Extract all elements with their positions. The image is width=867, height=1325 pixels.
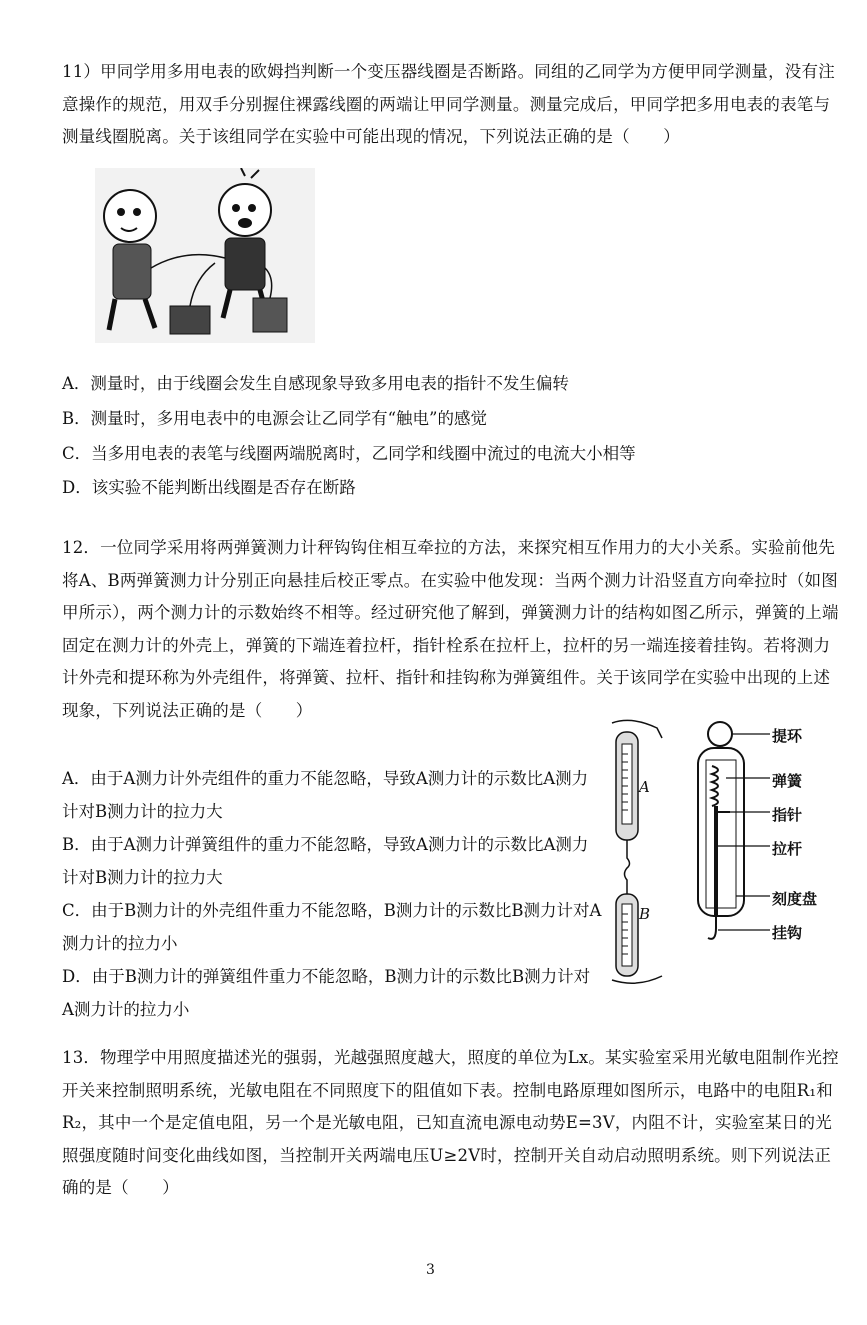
label-dial: 刻度盘	[772, 890, 818, 908]
q12-figure-structure	[690, 720, 770, 950]
label-scale-a: A	[639, 778, 650, 796]
q11-illustration	[95, 168, 315, 343]
q12-option-c: C．由于B测力计的外壳组件重力不能忽略，B测力计的示数比B测力计对A测力计的拉力小	[62, 901, 602, 953]
q12-options	[62, 762, 602, 1026]
q12-option-b: B．由于A测力计弹簧组件的重力不能忽略，导致A测力计的示数比A测力计对B测力计的拉力大	[62, 835, 589, 887]
page-number: 3	[426, 1262, 435, 1278]
q12-figure-pair	[602, 718, 667, 988]
q11-option-b: B．测量时，多用电表中的电源会让乙同学有“触电”的感觉	[62, 409, 487, 428]
q12-stem: 12．一位同学采用将两弹簧测力计秤钩钩住相互牵拉的方法，来探究相互作用力的大小关系。实验前他先将A、B两弹簧测力计分别正向悬挂后校正零点。在实验中他发现：当两个测力计沿竖直方向牵拉时（如图甲所示），两个测力计的示数始终不相等。经过研究他了解到，弹簧测力计的结构如图乙所示，弹簧的上端固定在测力计的外壳上，弹簧的下端连着拉杆，指针栓系在拉杆上，拉杆的另一端连接着挂钩。若将测力计外壳和提环称为外壳组件，将弹簧、拉杆、指针和挂钩称为弹簧组件。关于该同学在实验中出现的上述现象，下列说法正确的是（ ）	[62, 538, 839, 720]
label-hook: 挂钩	[772, 924, 803, 942]
q11-option-d: D．该实验不能判断出线圈是否存在断路	[62, 478, 356, 497]
label-pointer: 指针	[772, 806, 803, 824]
label-spring: 弹簧	[772, 772, 803, 790]
q12-option-a: A．由于A测力计外壳组件的重力不能忽略，导致A测力计的示数比A测力计对B测力计的拉力大	[62, 769, 589, 821]
label-ring: 提环	[772, 727, 803, 745]
q12-option-d: D．由于B测力计的弹簧组件重力不能忽略，B测力计的示数比B测力计对A测力计的拉力小	[62, 967, 591, 1019]
q11-option-c: C．当多用电表的表笔与线圈两端脱离时，乙同学和线圈中流过的电流大小相等	[62, 444, 636, 463]
label-rod: 拉杆	[772, 840, 803, 858]
q13-stem: 13．物理学中用照度描述光的强弱，光越强照度越大，照度的单位为Lx。某实验室采用光敏电阻制作光控开关来控制照明系统，光敏电阻在不同照度下的阻值如下表。控制电路原理如图所示，电路中的电阻R₁和R₂，其中一个是定值电阻，另一个是光敏电阻，已知直流电源电动势E=3V，内阻不计，实验室某日的光照强度随时间变化曲线如图，当控制开关两端电压U≥2V时，控制开关自动启动照明系统。则下列说法正确的是（ ）	[62, 1048, 839, 1197]
label-scale-b: B	[639, 905, 651, 923]
q11-option-a: A．测量时，由于线圈会发生自感现象导致多用电表的指针不发生偏转	[62, 374, 569, 393]
q11-stem: 11）甲同学用多用电表的欧姆挡判断一个变压器线圈是否断路。同组的乙同学为方便甲同学测量，没有注意操作的规范，用双手分别握住裸露线圈的两端让甲同学测量。测量完成后，甲同学把多用电表的表笔与测量线圈脱离。关于该组同学在实验中可能出现的情况，下列说法正确的是（ ）	[62, 62, 835, 146]
